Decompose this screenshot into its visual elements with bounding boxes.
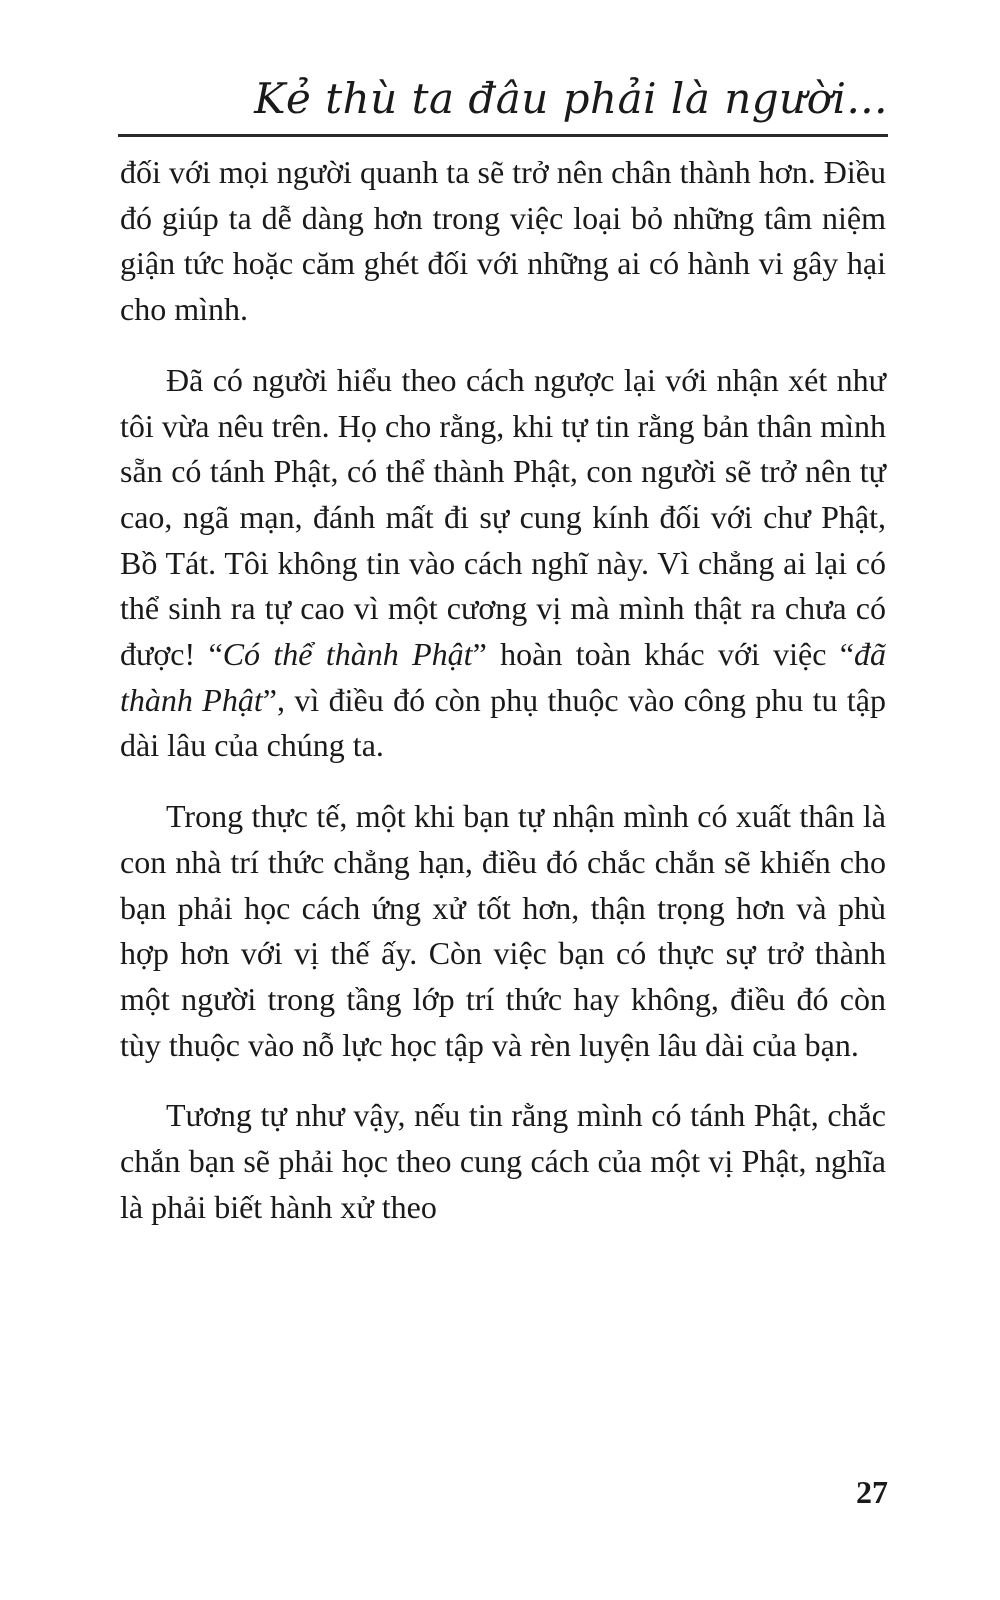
page-number: 27 xyxy=(856,1474,888,1510)
paragraph-2-text-middle: ” hoàn toàn khác với việc “ xyxy=(472,636,855,673)
paragraph-4: Tương tự như vậy, nếu tin rằng mình có tánh Phật, chắc chắn bạn sẽ phải học theo cung cách của một vị Phật, nghĩa là phải biết hành xử theo xyxy=(120,1097,886,1225)
header-rule xyxy=(118,134,888,137)
body-text xyxy=(120,150,886,1255)
running-header-title: Kẻ thù ta đâu phải là người... xyxy=(254,74,888,123)
paragraph-2-text-before: Đã có người hiểu theo cách ngược lại với nhận xét như tôi vừa nêu trên. Họ cho rằng, khi tự tin rằng bản thân mình sẵn có tánh Phật, có thể thành Phật, con người sẽ trở nên tự cao, ngã mạn, đánh mất đi sự cung kính đối với chư Phật, Bồ Tát. Tôi không tin vào cách nghĩ này. Vì chẳng ai lại có thể sinh ra tự cao vì một cương vị mà mình thật ra chưa có được! “ xyxy=(120,361,886,673)
paragraph-2-text-after: ”, vì điều đó còn phụ thuộc vào công phu tu tập dài lâu của chúng ta. xyxy=(120,681,887,764)
paragraph-2-emphasis-1: Có thể thành Phật xyxy=(222,636,473,673)
paragraph-2-emphasis-2: đã thành Phật xyxy=(120,636,887,718)
paragraph-1: đối với mọi người quanh ta sẽ trở nên chân thành hơn. Điều đó giúp ta dễ dàng hơn trong việc loại bỏ những tâm niệm giận tức hoặc căm ghét đối với những ai có hành vi gây hại cho mình. xyxy=(120,154,886,328)
paragraph-3: Trong thực tế, một khi bạn tự nhận mình có xuất thân là con nhà trí thức chẳng hạn, điều đó chắc chắn sẽ khiến cho bạn phải học cách ứng xử tốt hơn, thận trọng hơn và phù hợp hơn với vị thế ấy. Còn việc bạn có thực sự trở thành một người trong tầng lớp trí thức hay không, điều đó còn tùy thuộc vào nỗ lực học tập và rèn luyện lâu dài của bạn. xyxy=(120,798,886,1063)
paragraph-2 xyxy=(120,358,886,769)
